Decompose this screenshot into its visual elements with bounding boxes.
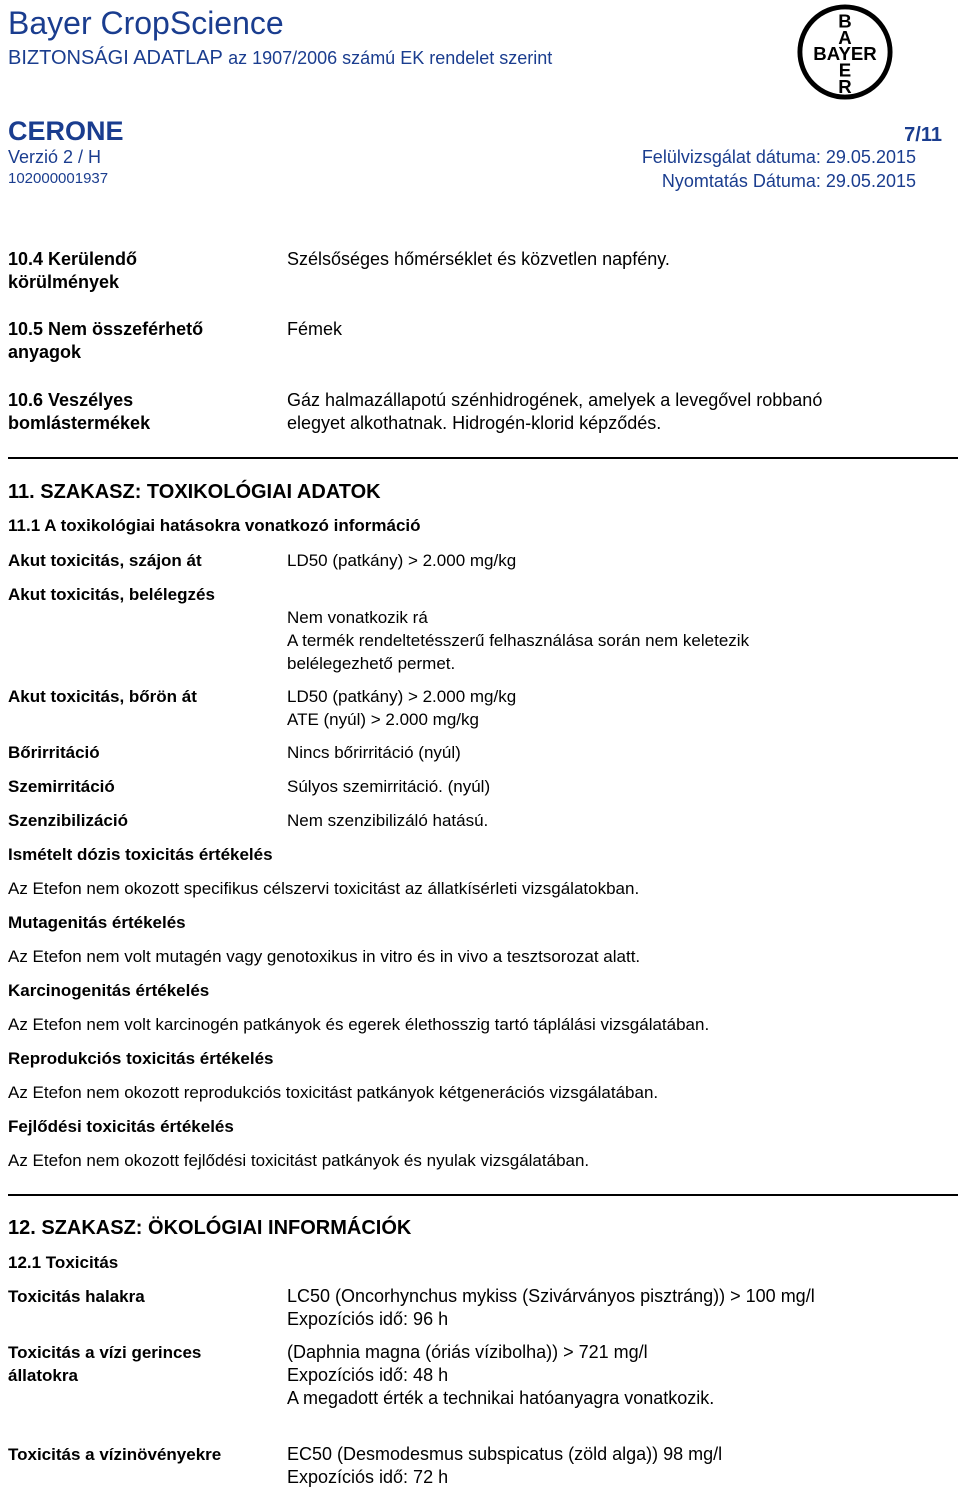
text-carcinogenicity: Az Etefon nem volt karcinogén patkányok és egerek élethosszig tartó táplálási vizsgálatában. xyxy=(8,1015,710,1034)
document-number: 102000001937 xyxy=(8,170,109,187)
value-inhalation-line1: Nem vonatkozik rá xyxy=(287,608,428,627)
label-dermal-toxicity: Akut toxicitás, bőrön át xyxy=(8,687,197,706)
label-reproductive-toxicity: Reprodukciós toxicitás értékelés xyxy=(8,1049,274,1068)
value-dermal-line2: ATE (nyúl) > 2.000 mg/kg xyxy=(287,710,479,729)
text-developmental-toxicity: Az Etefon nem okozott fejlődési toxicitást patkányok és nyulak vizsgálatában. xyxy=(8,1151,590,1170)
section-12-1-subtitle: 12.1 Toxicitás xyxy=(8,1253,119,1272)
value-plant-line1: EC50 (Desmodesmus subspicatus (zöld alga)) 98 mg/l xyxy=(287,1444,723,1464)
label-plant-toxicity: Toxicitás a vízinövényekre xyxy=(8,1445,222,1464)
value-invertebrate-line1: (Daphnia magna (óriás vízibolha)) > 721 mg/l xyxy=(287,1342,648,1362)
value-plant-line2: Expozíciós idő: 72 h xyxy=(287,1467,449,1487)
company-name: Bayer CropScience xyxy=(8,5,284,41)
label-fish-toxicity: Toxicitás halakra xyxy=(8,1287,145,1306)
value-10-5: Fémek xyxy=(287,319,343,339)
label-10-6-line2: bomlástermékek xyxy=(8,413,151,433)
section-12-title: 12. SZAKASZ: ÖKOLÓGIAI INFORMÁCIÓK xyxy=(8,1217,412,1239)
value-inhalation-line3: belélegezhető permet. xyxy=(287,654,456,673)
value-10-6-line2: elegyet alkothatnak. Hidrogén-klorid képződés. xyxy=(287,413,662,433)
label-repeated-dose: Ismételt dózis toxicitás értékelés xyxy=(8,845,273,864)
label-invertebrate-line1: Toxicitás a vízi gerinces xyxy=(8,1343,202,1362)
text-repeated-dose: Az Etefon nem okozott specifikus célszervi toxicitást az állatkísérleti vizsgálatokban. xyxy=(8,879,640,898)
section-divider-11 xyxy=(8,457,958,459)
revision-date: Felülvizsgálat dátuma: 29.05.2015 xyxy=(641,147,916,167)
print-date: Nyomtatás Dátuma: 29.05.2015 xyxy=(661,171,916,191)
value-10-4: Szélsőséges hőmérséklet és közvetlen napfény. xyxy=(287,249,670,269)
label-10-4-line1: 10.4 Kerülendő xyxy=(8,249,138,269)
document-title-main: BIZTONSÁGI ADATLAP xyxy=(8,47,223,69)
text-mutagenicity: Az Etefon nem volt mutagén vagy genotoxikus in vitro és in vivo a tesztsorozat alatt. xyxy=(8,947,641,966)
value-10-6-line1: Gáz halmazállapotú szénhidrogének, amelyek a levegővel robbanó xyxy=(287,390,823,410)
value-inhalation-line2: A termék rendeltetésszerű felhasználása során nem keletezik xyxy=(287,631,750,650)
value-fish-line1: LC50 (Oncorhynchus mykiss (Szivárványos pisztráng)) > 100 mg/l xyxy=(287,1286,815,1306)
value-fish-line2: Expozíciós idő: 96 h xyxy=(287,1309,449,1329)
value-sensitization: Nem szenzibilizáló hatású. xyxy=(287,811,489,830)
logo-letter-bottom: R xyxy=(838,76,852,98)
section-11-title: 11. SZAKASZ: TOXIKOLÓGIAI ADATOK xyxy=(8,481,381,503)
label-invertebrate-line2: állatokra xyxy=(8,1366,78,1385)
label-carcinogenicity: Karcinogenitás értékelés xyxy=(8,981,210,1000)
label-developmental-toxicity: Fejlődési toxicitás értékelés xyxy=(8,1117,234,1136)
value-eye-irritation: Súlyos szemirritáció. (nyúl) xyxy=(287,777,491,796)
logo-letter-a: A xyxy=(838,27,852,49)
label-oral-toxicity: Akut toxicitás, szájon át xyxy=(8,551,202,570)
label-10-6-line1: 10.6 Veszélyes xyxy=(8,390,134,410)
regulation-text: az 1907/2006 számú EK rendelet szerint xyxy=(228,48,553,68)
page-number: 7/11 xyxy=(904,124,942,146)
logo-word-middle: BAYER xyxy=(813,42,877,64)
label-skin-irritation: Bőrirritáció xyxy=(8,743,100,762)
version: Verzió 2 / H xyxy=(8,147,102,167)
label-sensitization: Szenzibilizáció xyxy=(8,811,128,830)
value-skin-irritation: Nincs bőrirritáció (nyúl) xyxy=(287,743,461,762)
value-dermal-line1: LD50 (patkány) > 2.000 mg/kg xyxy=(287,687,517,706)
label-eye-irritation: Szemirritáció xyxy=(8,777,115,796)
label-mutagenicity: Mutagenitás értékelés xyxy=(8,913,186,932)
section-divider-12 xyxy=(8,1194,958,1196)
value-invertebrate-line3: A megadott érték a technikai hatóanyagra vonatkozik. xyxy=(287,1388,715,1408)
label-10-5-line1: 10.5 Nem összeférhető xyxy=(8,319,204,339)
value-oral-toxicity: LD50 (patkány) > 2.000 mg/kg xyxy=(287,551,517,570)
label-inhalation-toxicity: Akut toxicitás, belélegzés xyxy=(8,585,215,604)
logo-letter-e: E xyxy=(838,59,852,81)
bayer-logo-icon xyxy=(796,3,894,101)
section-11-1-subtitle: 11.1 A toxikológiai hatásokra vonatkozó információ xyxy=(8,516,421,535)
product-name: CERONE xyxy=(8,116,124,146)
label-10-4-line2: körülmények xyxy=(8,272,120,292)
text-reproductive-toxicity: Az Etefon nem okozott reprodukciós toxicitást patkányok kétgenerációs vizsgálatában. xyxy=(8,1083,659,1102)
value-invertebrate-line2: Expozíciós idő: 48 h xyxy=(287,1365,449,1385)
document-title xyxy=(8,45,552,71)
logo-letter-top: B xyxy=(838,10,852,32)
label-10-5-line2: anyagok xyxy=(8,342,82,362)
